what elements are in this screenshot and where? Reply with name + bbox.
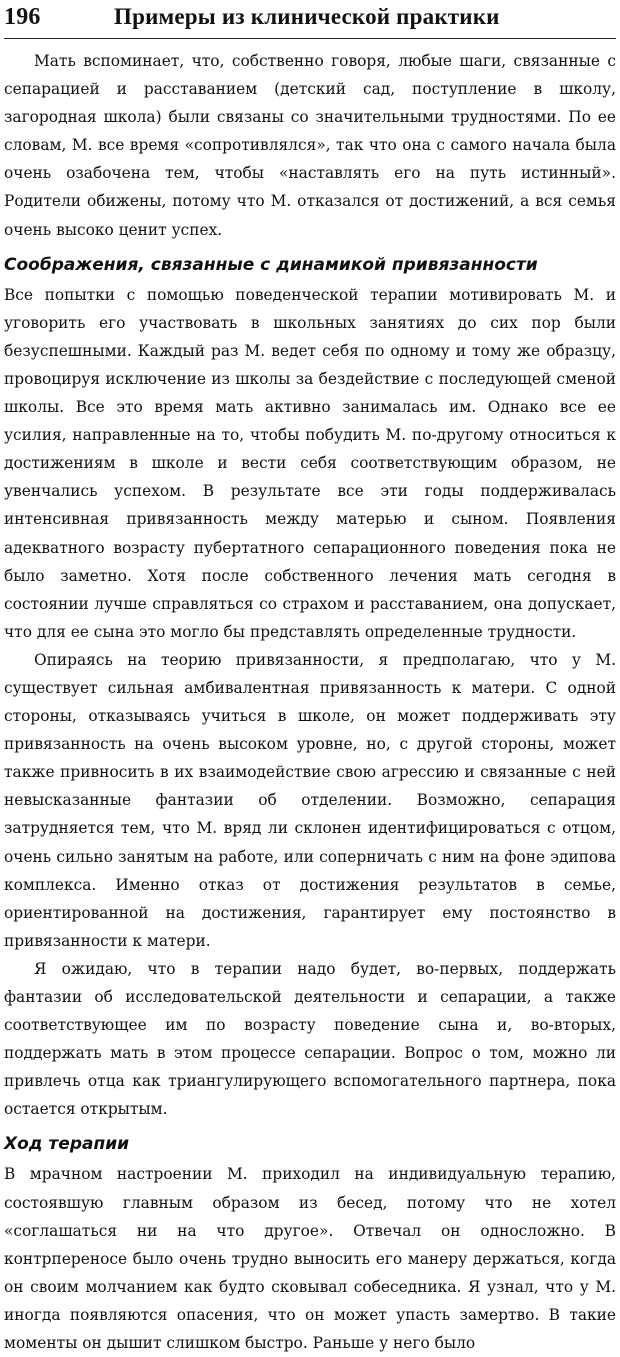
paragraph-attachment-theory: Опираясь на теорию привязанности, я предполагаю, что у М. существует сильная амбивалентная привязанность к матери. С одной стороны, отказываясь учиться в школе, он может поддерживать эту привязанность на очень высоком уровне, но, с другой стороны, может также привносить в их взаимодействие свою агрессию и связанные с ней невысказанные фантазии об отделении. Возможно, сепарация затрудняется тем, что М. вряд ли склонен идентифицироваться с отцом, очень сильно занятым на работе, или соперничать с ним на фоне эдипова комплекса. Именно отказ от достижения результатов в семье, ориентированной на достижения, гарантирует ему постоянство в привязанности к матери. — [4, 650, 616, 950]
paragraph-behavioral-therapy: Все попытки с помощью поведенческой терапии мотивировать М. и уговорить его участвовать в школьных занятиях до сих пор были безуспешными. Каждый раз М. ведет себя по одному и тому же образцу, провоцируя исключение из школы за бездействие с последующей сменой школы. Все это время мать активно занималась им. Однако все ее усилия, направленные на то, чтобы побудить М. по-другому относиться к достижениям в школе и вести себя соответствующим образом, не увенчались успехом. В результате все эти годы поддерживалась интенсивная привязанность между матерью и сыном. Появления адекватного возрасту пубертатного сепарационного поведения пока не было заметно. Хотя после собственного лечения мать сегодня в состоянии лучше справляться со страхом и расставанием, она допускает, что для ее сына это могло бы представлять определенные трудности. — [4, 285, 616, 641]
running-title: Примеры из клинической практики — [114, 4, 500, 29]
running-header — [4, 4, 616, 39]
paragraph-therapy-expectations: Я ожидаю, что в терапии надо будет, во-первых, поддержать фантазии об исследовательской деятельности и сепарации, а также соответствующее им по возрасту поведение сына и, во-вторых, поддержать мать в этом процессе сепарации. Вопрос о том, можно ли привлечь отца как триангулирующего вспомогательного партнера, пока остается открытым. — [4, 959, 616, 1119]
page-number: 196 — [4, 4, 41, 30]
paragraph-mother-recollection: Мать вспоминает, что, собственно говоря, любые шаги, связанные с сепарацией и расставанием (детский сад, поступление в школу, загородная школа) были связаны со значительными трудностями. По ее словам, М. все время «сопротивлялся», так что она с самого начала была очень озабочена тем, чтобы «наставлять его на путь истинный». Родители обижены, потому что М. отказался от достижений, а вся семья очень высоко ценит успех. — [4, 52, 616, 239]
section-heading-attachment-dynamics: Соображения, связанные с динамикой привязанности — [4, 254, 538, 275]
section-heading-course-of-therapy: Ход терапии — [4, 1134, 130, 1155]
paragraph-therapy-course: В мрачном настроении М. приходил на индивидуальную терапию, состоявшую главным образом из бесед, потому что не хотел «соглашаться ни на что другое». Отвечал он односложно. В контрпереносе было очень трудно выносить его манеру держаться, когда он своим молчанием как будто сковывал собеседника. Я узнал, что у М. иногда появляются опасения, что он может упасть замертво. В такие моменты он дышит слишком быстро. Раньше у него было — [4, 1165, 616, 1353]
